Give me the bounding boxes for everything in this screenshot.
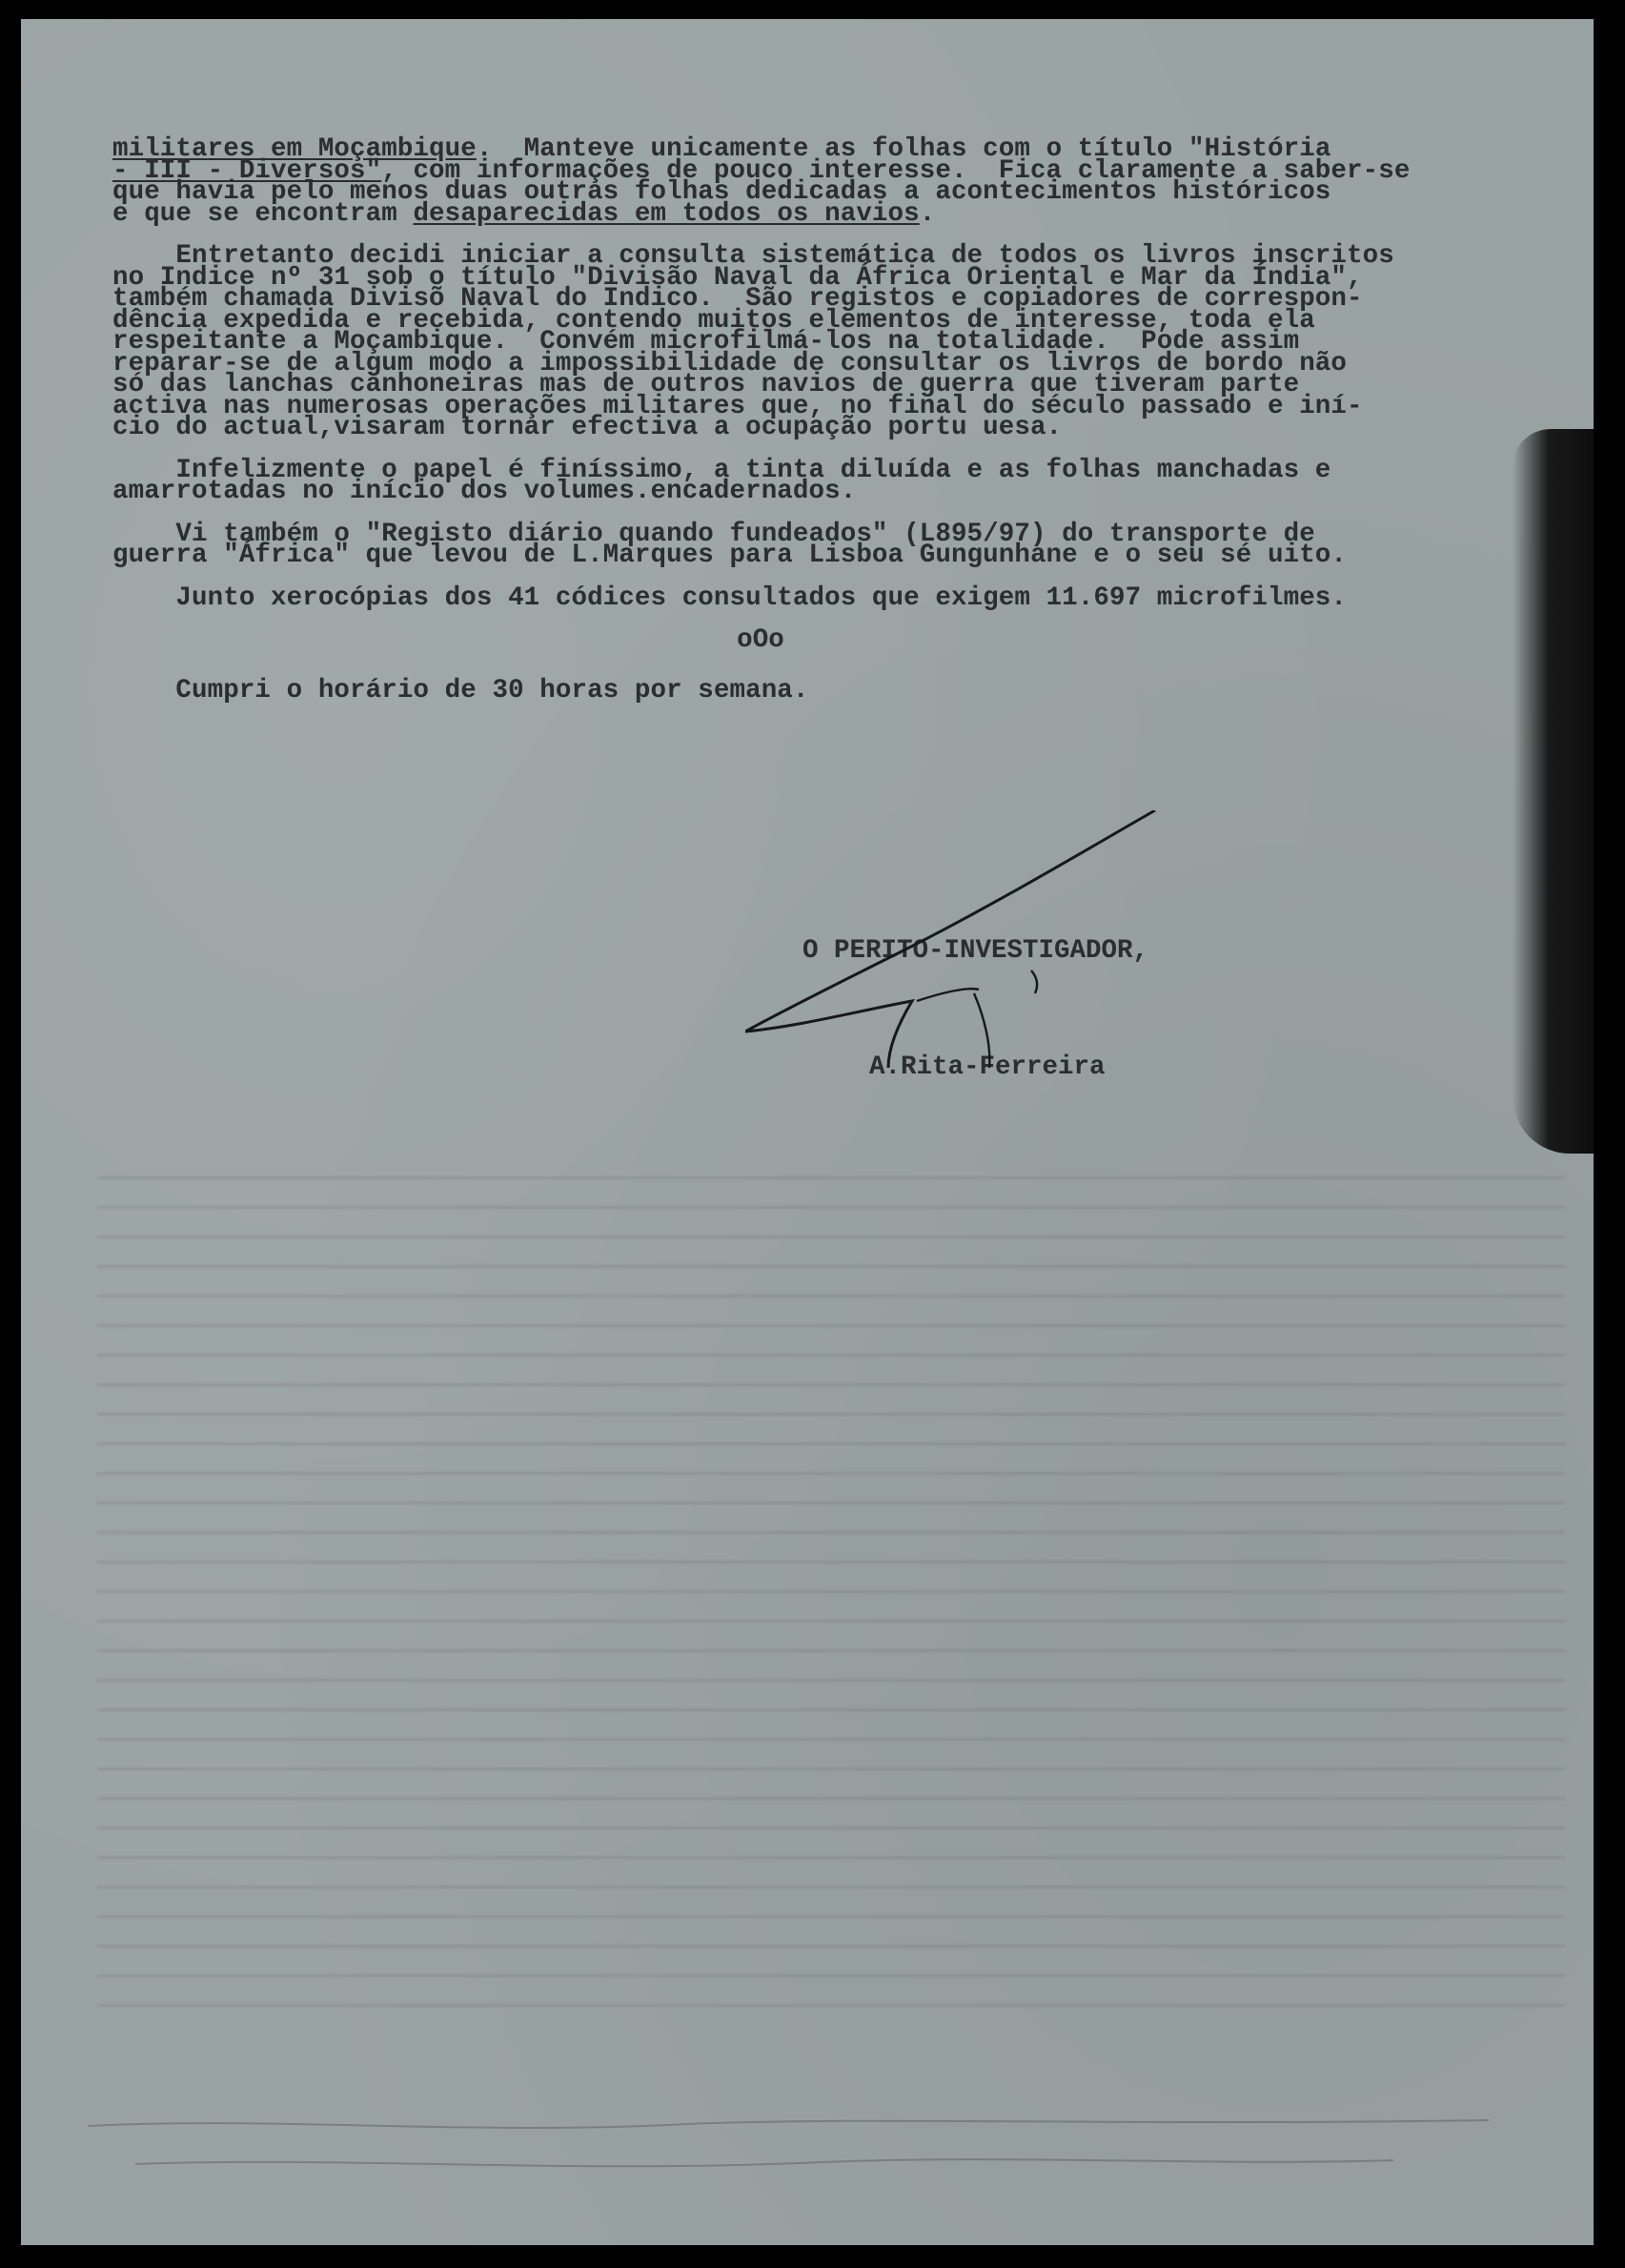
text-segment: . Manteve unicamente as folhas com o título "História bbox=[476, 134, 1331, 164]
text-line: Entretanto decidi iniciar a consulta sistemática de todos os livros inscritos bbox=[112, 241, 1394, 271]
bleed-through-text bbox=[97, 1163, 1565, 2021]
text-line: reparar-se de algum modo a impossibilidade de consultar os livros de bordo não bbox=[112, 348, 1348, 378]
underlined-text: - III - Diversos" bbox=[112, 155, 382, 186]
paragraph-1 bbox=[112, 134, 1523, 229]
paragraph-4 bbox=[112, 519, 1523, 570]
text-line: também chamada Divisõ Naval do Indico. São registos e copiadores de correspon- bbox=[112, 284, 1363, 314]
text-segment: , com informações de pouco interesse. Fica claramente a saber-se bbox=[381, 155, 1411, 186]
text-line: só das lanchas canhoneiras mas de outros navios de guerra que tiveram parte bbox=[112, 370, 1300, 399]
separator: oOo bbox=[737, 625, 784, 655]
paragraph-2 bbox=[112, 241, 1523, 442]
document-page bbox=[21, 19, 1594, 2245]
underlined-text: militares em Moçambique bbox=[112, 134, 477, 164]
text-line: Infelizmente o papel é finíssimo, a tinta diluída e as folhas manchadas e bbox=[112, 455, 1331, 485]
text-line: Junto xerocópias dos 41 códices consultados que exigem 11.697 microfilmes. bbox=[112, 582, 1348, 613]
handwriting-bleed-through bbox=[78, 2088, 1508, 2202]
text-segment: que havia pelo menos duas outras folhas dedicadas a acontecimentos históricos bbox=[112, 177, 1331, 207]
underlined-text: desaparecidas em todos os navios bbox=[413, 198, 920, 229]
signature-name: A.Rita-Ferreira bbox=[869, 1052, 1106, 1082]
paragraph-3 bbox=[112, 455, 1523, 506]
text-line: respeitante a Moçambique. Convém microfilmá-los na totalidade. Pode assim bbox=[112, 327, 1300, 357]
text-segment: e que se encontram bbox=[112, 198, 414, 229]
text-line: dência expedida e recebida, contendo muitos elementos de interesse, toda ela bbox=[112, 305, 1315, 336]
text-line: no Indice nº 31 sob o título "Divisão Naval da África Oriental e Mar da Índia", bbox=[112, 262, 1363, 293]
text-line: Vi também o "Registo diário quando fundeados" (L895/97) do transporte de bbox=[112, 519, 1315, 549]
text-line: cio do actual,visaram tornar efectiva a ocupação portu uesa. bbox=[112, 413, 1063, 442]
typed-body bbox=[112, 134, 1523, 705]
schedule-line: Cumpri o horário de 30 horas por semana. bbox=[112, 675, 809, 705]
paragraph-5 bbox=[112, 582, 1523, 613]
text-segment: . bbox=[919, 198, 936, 229]
page-shadow-edge bbox=[1513, 429, 1594, 1154]
signature-title: O PERITO-INVESTIGADOR, bbox=[802, 936, 1149, 966]
handwritten-signature bbox=[745, 810, 1184, 1134]
text-line: amarrotadas no início dos volumes.encadernados. bbox=[112, 477, 857, 506]
text-line: guerra "África" que levou de L.Marques para Lisboa Gungunhane e o seu sé uito. bbox=[112, 541, 1348, 570]
text-line: activa nas numerosas operações militares que, no final do século passado e iní- bbox=[112, 391, 1363, 421]
